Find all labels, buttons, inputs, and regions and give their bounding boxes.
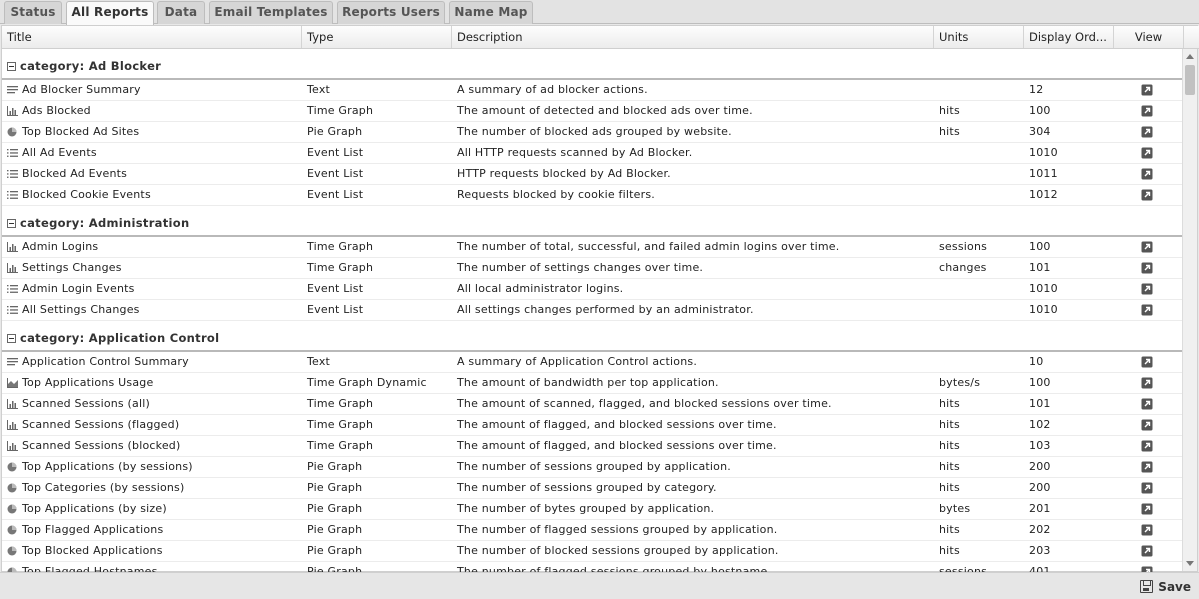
row-units bbox=[939, 300, 1025, 320]
row-description: The number of total, successful, and failed admin logins over time. bbox=[457, 240, 840, 253]
pie-chart-icon bbox=[7, 483, 18, 493]
row-description: The amount of flagged, and blocked sessions over time. bbox=[457, 418, 777, 431]
external-link-icon[interactable] bbox=[1141, 303, 1155, 317]
row-units: hits bbox=[939, 125, 960, 138]
reports-grid bbox=[1, 25, 1198, 572]
pie-chart-icon bbox=[7, 462, 18, 472]
text-icon bbox=[7, 357, 18, 367]
group-label: category: Application Control bbox=[20, 331, 220, 345]
row-description: The number of sessions grouped by application. bbox=[457, 460, 731, 473]
external-link-icon[interactable] bbox=[1141, 460, 1155, 474]
row-title: Blocked Ad Events bbox=[22, 167, 128, 180]
row-type: Text bbox=[307, 83, 331, 96]
vertical-scrollbar[interactable] bbox=[1182, 49, 1197, 571]
row-units: bytes bbox=[939, 502, 971, 515]
row-title: Top Applications (by size) bbox=[22, 502, 167, 515]
row-display-order: 201 bbox=[1029, 502, 1051, 515]
row-description: The number of flagged sessions grouped by application. bbox=[457, 523, 778, 536]
tab-status[interactable]: Status bbox=[4, 1, 62, 24]
row-display-order: 200 bbox=[1029, 460, 1051, 473]
column-header-units[interactable]: Units bbox=[934, 26, 1024, 48]
row-units bbox=[939, 279, 1025, 299]
row-display-order: 100 bbox=[1029, 376, 1051, 389]
row-units bbox=[939, 143, 1025, 163]
group-header-ad-blocker[interactable] bbox=[2, 49, 1182, 80]
table-row[interactable] bbox=[2, 164, 1182, 185]
group-label: category: Ad Blocker bbox=[20, 59, 162, 73]
row-display-order: 200 bbox=[1029, 481, 1051, 494]
bar-chart-icon bbox=[7, 441, 18, 451]
list-icon bbox=[7, 190, 18, 200]
save-button[interactable] bbox=[1138, 577, 1191, 597]
external-link-icon[interactable] bbox=[1141, 188, 1155, 202]
external-link-icon[interactable] bbox=[1141, 104, 1155, 118]
external-link-icon[interactable] bbox=[1141, 439, 1155, 453]
row-type: Time Graph bbox=[307, 240, 374, 253]
table-row[interactable] bbox=[2, 237, 1182, 258]
external-link-icon[interactable] bbox=[1141, 83, 1155, 97]
collapse-icon[interactable] bbox=[7, 334, 16, 343]
row-title: Ads Blocked bbox=[22, 104, 91, 117]
row-type: Pie Graph bbox=[307, 460, 363, 473]
row-display-order: 102 bbox=[1029, 418, 1051, 431]
pie-chart-icon bbox=[7, 504, 18, 514]
table-row[interactable] bbox=[2, 143, 1182, 164]
row-title: All Ad Events bbox=[22, 146, 97, 159]
row-display-order: 101 bbox=[1029, 397, 1051, 410]
grid-body bbox=[2, 49, 1182, 571]
tab-bar bbox=[0, 0, 1199, 24]
table-row[interactable] bbox=[2, 520, 1182, 541]
external-link-icon[interactable] bbox=[1141, 167, 1155, 181]
table-row[interactable] bbox=[2, 541, 1182, 562]
column-header-title[interactable]: Title bbox=[2, 26, 302, 48]
row-display-order: 1010 bbox=[1029, 303, 1058, 316]
row-title: Blocked Cookie Events bbox=[22, 188, 151, 201]
group-label: category: Administration bbox=[20, 216, 190, 230]
column-header-display-order[interactable]: Display Ord... bbox=[1024, 26, 1114, 48]
row-type: Event List bbox=[307, 167, 364, 180]
save-button-label: Save bbox=[1158, 580, 1191, 594]
pie-chart-icon bbox=[7, 127, 18, 137]
pie-chart-icon bbox=[7, 546, 18, 556]
row-display-order: 12 bbox=[1029, 83, 1044, 96]
row-description: The number of sessions grouped by category. bbox=[457, 481, 717, 494]
row-display-order: 1010 bbox=[1029, 282, 1058, 295]
external-link-icon[interactable] bbox=[1141, 355, 1155, 369]
table-row[interactable] bbox=[2, 185, 1182, 206]
row-title: Admin Login Events bbox=[22, 282, 135, 295]
table-row[interactable] bbox=[2, 457, 1182, 478]
row-title: Ad Blocker Summary bbox=[22, 83, 141, 96]
row-display-order: 100 bbox=[1029, 104, 1051, 117]
floppy-disk-icon bbox=[1140, 580, 1153, 593]
external-link-icon[interactable] bbox=[1141, 481, 1155, 495]
table-row[interactable] bbox=[2, 122, 1182, 143]
bar-chart-icon bbox=[7, 399, 18, 409]
column-header-view[interactable]: View bbox=[1114, 26, 1184, 48]
row-title: Settings Changes bbox=[22, 261, 122, 274]
external-link-icon[interactable] bbox=[1141, 261, 1155, 275]
row-type: Pie Graph bbox=[307, 502, 363, 515]
external-link-icon[interactable] bbox=[1141, 376, 1155, 390]
row-units: hits bbox=[939, 481, 960, 494]
row-units: hits bbox=[939, 460, 960, 473]
row-description: A summary of Application Control actions. bbox=[457, 355, 698, 368]
row-display-order: 1010 bbox=[1029, 146, 1058, 159]
row-units: bytes/s bbox=[939, 376, 981, 389]
row-type: Time Graph bbox=[307, 439, 374, 452]
row-title: Top Applications Usage bbox=[22, 376, 154, 389]
table-row[interactable] bbox=[2, 279, 1182, 300]
row-description: The amount of detected and blocked ads over time. bbox=[457, 104, 753, 117]
row-title: Top Flagged Applications bbox=[22, 523, 164, 536]
row-display-order: 1011 bbox=[1029, 167, 1058, 180]
bar-chart-icon bbox=[7, 242, 18, 252]
pie-chart-icon bbox=[7, 525, 18, 535]
row-display-order: 10 bbox=[1029, 355, 1044, 368]
tab-data[interactable]: Data bbox=[157, 1, 205, 24]
row-description: All settings changes performed by an administrator. bbox=[457, 303, 754, 316]
row-display-order: 203 bbox=[1029, 544, 1051, 557]
row-title: Top Blocked Applications bbox=[22, 544, 163, 557]
group-header-application-control[interactable] bbox=[2, 321, 1182, 352]
row-title: Application Control Summary bbox=[22, 355, 189, 368]
row-description: Requests blocked by cookie filters. bbox=[457, 188, 655, 201]
row-description: All HTTP requests scanned by Ad Blocker. bbox=[457, 146, 693, 159]
row-units: sessions bbox=[939, 240, 988, 253]
table-row[interactable] bbox=[2, 436, 1182, 457]
row-display-order: 101 bbox=[1029, 261, 1051, 274]
text-icon bbox=[7, 85, 18, 95]
group-header-administration[interactable] bbox=[2, 206, 1182, 237]
row-units bbox=[939, 164, 1025, 184]
scroll-up-arrow-icon[interactable] bbox=[1186, 54, 1194, 59]
row-type: Event List bbox=[307, 188, 364, 201]
row-type: Pie Graph bbox=[307, 125, 363, 138]
tab-reports-users[interactable]: Reports Users bbox=[337, 1, 445, 24]
list-icon bbox=[7, 169, 18, 179]
table-row[interactable] bbox=[2, 373, 1182, 394]
row-title: Top Categories (by sessions) bbox=[22, 481, 185, 494]
row-units: hits bbox=[939, 397, 960, 410]
row-units: hits bbox=[939, 418, 960, 431]
tab-name-map[interactable]: Name Map bbox=[449, 1, 533, 24]
bar-chart-icon bbox=[7, 263, 18, 273]
row-type: Time Graph Dynamic bbox=[307, 376, 427, 389]
area-chart-icon bbox=[7, 378, 18, 388]
table-row[interactable] bbox=[2, 394, 1182, 415]
row-title: Scanned Sessions (all) bbox=[22, 397, 150, 410]
collapse-icon[interactable] bbox=[7, 219, 16, 228]
row-type: Time Graph bbox=[307, 397, 374, 410]
row-type: Event List bbox=[307, 282, 364, 295]
grid-header bbox=[2, 26, 1199, 49]
row-description: The amount of bandwidth per top application. bbox=[457, 376, 719, 389]
bar-chart-icon bbox=[7, 106, 18, 116]
row-units: changes bbox=[939, 261, 987, 274]
external-link-icon[interactable] bbox=[1141, 502, 1155, 516]
row-description: The number of blocked sessions grouped by application. bbox=[457, 544, 779, 557]
scroll-thumb[interactable] bbox=[1185, 65, 1195, 95]
external-link-icon[interactable] bbox=[1141, 418, 1155, 432]
row-units bbox=[939, 80, 1025, 100]
row-units bbox=[939, 185, 1025, 205]
table-row[interactable] bbox=[2, 80, 1182, 101]
row-title: Scanned Sessions (blocked) bbox=[22, 439, 181, 452]
row-display-order: 103 bbox=[1029, 439, 1051, 452]
row-description: The amount of scanned, flagged, and blocked sessions over time. bbox=[457, 397, 832, 410]
row-type: Event List bbox=[307, 146, 364, 159]
table-row[interactable] bbox=[2, 478, 1182, 499]
table-row[interactable] bbox=[2, 101, 1182, 122]
column-header-description[interactable]: Description bbox=[452, 26, 934, 48]
row-units bbox=[939, 352, 1025, 372]
row-display-order: 202 bbox=[1029, 523, 1051, 536]
tab-email-templates[interactable]: Email Templates bbox=[209, 1, 333, 24]
collapse-icon[interactable] bbox=[7, 62, 16, 71]
row-units: hits bbox=[939, 104, 960, 117]
table-row[interactable] bbox=[2, 415, 1182, 436]
table-row[interactable] bbox=[2, 258, 1182, 279]
row-type: Text bbox=[307, 355, 331, 368]
row-type: Pie Graph bbox=[307, 481, 363, 494]
row-title: Top Blocked Ad Sites bbox=[22, 125, 140, 138]
table-row[interactable] bbox=[2, 300, 1182, 321]
external-link-icon[interactable] bbox=[1141, 146, 1155, 160]
scroll-down-arrow-icon[interactable] bbox=[1186, 561, 1194, 566]
footer-toolbar bbox=[0, 572, 1199, 599]
row-type: Event List bbox=[307, 303, 364, 316]
row-description: HTTP requests blocked by Ad Blocker. bbox=[457, 167, 671, 180]
row-type: Time Graph bbox=[307, 104, 374, 117]
external-link-icon[interactable] bbox=[1141, 544, 1155, 558]
table-row[interactable] bbox=[2, 499, 1182, 520]
external-link-icon[interactable] bbox=[1141, 282, 1155, 296]
row-description: The number of blocked ads grouped by website. bbox=[457, 125, 732, 138]
row-type: Time Graph bbox=[307, 418, 374, 431]
external-link-icon[interactable] bbox=[1141, 240, 1155, 254]
row-title: Admin Logins bbox=[22, 240, 99, 253]
row-title: All Settings Changes bbox=[22, 303, 140, 316]
list-icon bbox=[7, 148, 18, 158]
external-link-icon[interactable] bbox=[1141, 125, 1155, 139]
row-units: hits bbox=[939, 544, 960, 557]
row-description: The number of settings changes over time. bbox=[457, 261, 704, 274]
table-row[interactable] bbox=[2, 352, 1182, 373]
external-link-icon[interactable] bbox=[1141, 397, 1155, 411]
row-description: The number of bytes grouped by application. bbox=[457, 502, 715, 515]
row-type: Pie Graph bbox=[307, 544, 363, 557]
row-title: Scanned Sessions (flagged) bbox=[22, 418, 180, 431]
row-type: Time Graph bbox=[307, 261, 374, 274]
row-title: Top Applications (by sessions) bbox=[22, 460, 193, 473]
row-type: Pie Graph bbox=[307, 523, 363, 536]
bar-chart-icon bbox=[7, 420, 18, 430]
row-description: All local administrator logins. bbox=[457, 282, 624, 295]
column-header-type[interactable]: Type bbox=[302, 26, 452, 48]
row-display-order: 304 bbox=[1029, 125, 1051, 138]
row-units: hits bbox=[939, 523, 960, 536]
row-units: hits bbox=[939, 439, 960, 452]
row-description: A summary of ad blocker actions. bbox=[457, 83, 648, 96]
external-link-icon[interactable] bbox=[1141, 523, 1155, 537]
list-icon bbox=[7, 284, 18, 294]
row-description: The amount of flagged, and blocked sessions over time. bbox=[457, 439, 777, 452]
list-icon bbox=[7, 305, 18, 315]
row-display-order: 1012 bbox=[1029, 188, 1058, 201]
tab-all-reports[interactable]: All Reports bbox=[66, 1, 154, 25]
row-display-order: 100 bbox=[1029, 240, 1051, 253]
